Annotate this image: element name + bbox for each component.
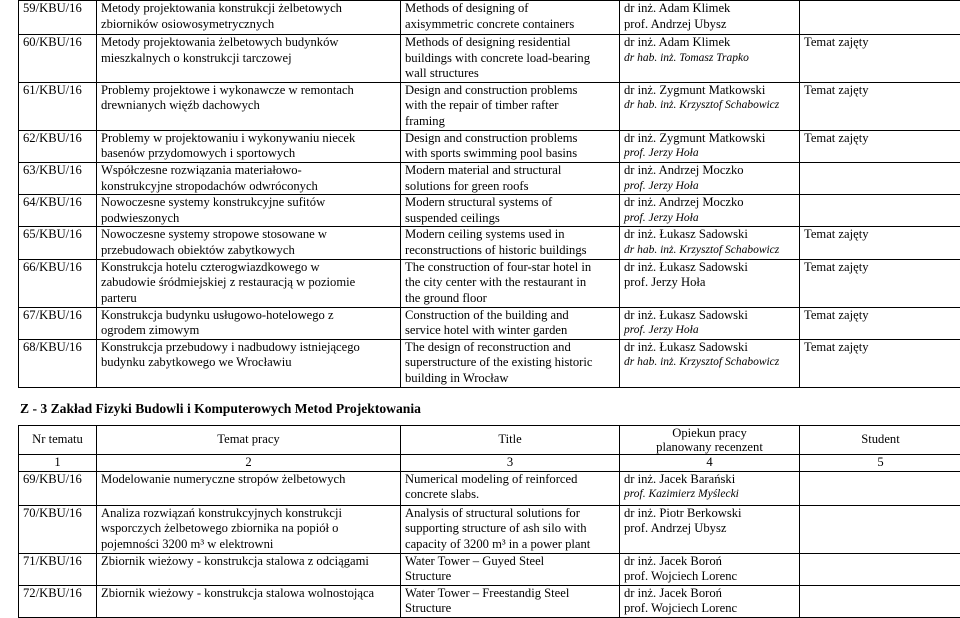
supervisor-reviewer-line: dr inż. Łukasz Sadowski: [624, 260, 795, 276]
topic-status: [800, 227, 960, 259]
supervisor-reviewer-line: dr inż. Jacek Boroń: [624, 586, 795, 602]
supervisor-reviewer-line: dr inż. Łukasz Sadowski: [624, 227, 795, 243]
topic-title-pl-line: zabudowie śródmiejskiej z restauracją w poziomie: [101, 275, 396, 291]
topic-title-en: [401, 471, 620, 505]
topic-title-en: [401, 1, 620, 35]
topic-title-pl-line: Konstrukcja hotelu czterogwiazdkowego w: [101, 260, 396, 276]
topic-title-pl-line: wsporczych żelbetowego zbiornika na popiół o: [101, 521, 396, 537]
topic-title-pl-line: pojemności 3200 m³ w elektrowni: [101, 537, 396, 553]
column-number-row: [19, 455, 960, 472]
supervisor-reviewer-line: dr hab. inż. Krzysztof Schabowicz: [624, 355, 795, 371]
topic-status: [800, 307, 960, 339]
topic-status-line: Temat zajęty: [804, 340, 957, 356]
topic-title-pl: [97, 553, 401, 585]
topic-title-en-line: Water Tower – Guyed Steel: [405, 554, 615, 570]
supervisor-reviewer: [620, 195, 800, 227]
topic-title-pl: [97, 307, 401, 339]
topic-status: [800, 1, 960, 35]
topic-number: [19, 227, 97, 259]
topic-status-line: Temat zajęty: [804, 227, 957, 243]
topic-number: [19, 130, 97, 162]
topic-title-pl-line: Zbiornik wieżowy - konstrukcja stalowa wolnostojąca: [101, 586, 396, 602]
supervisor-reviewer-line: prof. Jerzy Hoła: [624, 211, 795, 227]
topic-title-en-line: Methods of designing of: [405, 1, 615, 17]
topic-title-en-line: The design of reconstruction and: [405, 340, 615, 356]
topic-title-pl: [97, 130, 401, 162]
topic-title-pl-line: Metody projektowania konstrukcji żelbetowych: [101, 1, 396, 17]
section-heading: Z - 3 Zakład Fizyki Budowli i Komputerowych Metod Projektowania: [20, 401, 421, 417]
topic-title-en-line: capacity of 3200 m³ in a power plant: [405, 537, 615, 553]
col-number-5: 5: [800, 455, 960, 472]
topic-title-pl-line: mieszkalnych o konstrukcji tarczowej: [101, 51, 396, 67]
supervisor-reviewer-line: prof. Wojciech Lorenc: [624, 569, 795, 585]
header-opiekun-line1: Opiekun pracy: [624, 426, 795, 440]
topic-title-en: [401, 195, 620, 227]
topic-title-en-line: Design and construction problems: [405, 131, 615, 147]
topic-number-line: 71/KBU/16: [23, 554, 92, 570]
supervisor-reviewer-line: dr hab. inż. Tomasz Trapko: [624, 51, 795, 67]
topic-title-en-line: concrete slabs.: [405, 487, 615, 503]
topic-status: [800, 35, 960, 83]
topic-title-en-line: solutions for green roofs: [405, 179, 615, 195]
topic-title-pl-line: Zbiornik wieżowy - konstrukcja stalowa z odciągami: [101, 554, 396, 570]
topic-number-line: 60/KBU/16: [23, 35, 92, 51]
topic-title-pl: [97, 1, 401, 35]
topic-title-en: [401, 130, 620, 162]
header-title: Title: [401, 426, 620, 455]
topic-number-line: 68/KBU/16: [23, 340, 92, 356]
topic-title-en-line: supporting structure of ash silo with: [405, 521, 615, 537]
table-row: [19, 259, 960, 307]
topic-title-en: [401, 82, 620, 130]
supervisor-reviewer-line: prof. Jerzy Hoła: [624, 323, 795, 339]
table-row: [19, 1, 960, 35]
table-row: [19, 195, 960, 227]
supervisor-reviewer-line: dr inż. Zygmunt Matkowski: [624, 83, 795, 99]
topic-title-en-line: Analysis of structural solutions for: [405, 506, 615, 522]
topic-title-en-line: Design and construction problems: [405, 83, 615, 99]
topic-title-pl-line: Metody projektowania żelbetowych budynków: [101, 35, 396, 51]
topic-status-line: Temat zajęty: [804, 35, 957, 51]
table-row: [19, 553, 960, 585]
topic-number: [19, 35, 97, 83]
table-row: [19, 471, 960, 505]
supervisor-reviewer-line: dr hab. inż. Krzysztof Schabowicz: [624, 98, 795, 114]
topic-title-en-line: building in Wrocław: [405, 371, 615, 387]
topic-title-en: [401, 307, 620, 339]
supervisor-reviewer-line: dr inż. Adam Klimek: [624, 35, 795, 51]
header-opiekun-line2: planowany recenzent: [624, 440, 795, 454]
topics-table-z3-body: [19, 471, 960, 617]
supervisor-reviewer-line: prof. Jerzy Hoła: [624, 146, 795, 162]
topic-title-pl-line: Nowoczesne systemy stropowe stosowane w: [101, 227, 396, 243]
topic-title-en-line: the ground floor: [405, 291, 615, 307]
supervisor-reviewer-line: prof. Andrzej Ubysz: [624, 521, 795, 537]
topic-number-line: 67/KBU/16: [23, 308, 92, 324]
supervisor-reviewer: [620, 162, 800, 194]
topic-title-en-line: superstructure of the existing historic: [405, 355, 615, 371]
topic-title-en: [401, 339, 620, 387]
topic-title-en: [401, 505, 620, 553]
supervisor-reviewer: [620, 259, 800, 307]
topic-title-en-line: buildings with concrete load-bearing: [405, 51, 615, 67]
topic-title-pl-line: parteru: [101, 291, 396, 307]
topic-number-line: 63/KBU/16: [23, 163, 92, 179]
topic-number: [19, 471, 97, 505]
table-row: [19, 227, 960, 259]
supervisor-reviewer-line: dr inż. Andrzej Moczko: [624, 163, 795, 179]
topic-title-pl-line: Analiza rozwiązań konstrukcyjnych konstrukcji: [101, 506, 396, 522]
topics-table-body: [19, 1, 960, 388]
supervisor-reviewer: [620, 307, 800, 339]
topic-title-en-line: suspended ceilings: [405, 211, 615, 227]
topic-title-pl-line: Problemy w projektowaniu i wykonywaniu niecek: [101, 131, 396, 147]
topic-title-pl-line: podwieszonych: [101, 211, 396, 227]
supervisor-reviewer: [620, 82, 800, 130]
topic-number: [19, 82, 97, 130]
topic-title-pl-line: drewnianych więźb dachowych: [101, 98, 396, 114]
topic-title-pl-line: basenów przydomowych i sportowych: [101, 146, 396, 162]
topic-status-line: Temat zajęty: [804, 83, 957, 99]
topic-title-en-line: Water Tower – Freestandig Steel: [405, 586, 615, 602]
col-number-1: 1: [19, 455, 97, 472]
topic-number-line: 61/KBU/16: [23, 83, 92, 99]
student-name: [800, 471, 960, 505]
supervisor-reviewer-line: dr inż. Łukasz Sadowski: [624, 308, 795, 324]
topic-title-pl-line: Współczesne rozwiązania materiałowo-: [101, 163, 396, 179]
supervisor-reviewer-line: dr inż. Piotr Berkowski: [624, 506, 795, 522]
topic-status-line: Temat zajęty: [804, 260, 957, 276]
topic-title-pl: [97, 505, 401, 553]
table-row: [19, 35, 960, 83]
supervisor-reviewer-line: dr inż. Andrzej Moczko: [624, 195, 795, 211]
topic-number: [19, 259, 97, 307]
topic-title-en-line: Structure: [405, 601, 615, 617]
supervisor-reviewer-line: prof. Kazimierz Myślecki: [624, 487, 795, 503]
topic-number-line: 62/KBU/16: [23, 131, 92, 147]
topic-title-pl: [97, 227, 401, 259]
topic-title-pl-line: konstrukcyjne stropodachów odwróconych: [101, 179, 396, 195]
supervisor-reviewer-line: dr hab. inż. Krzysztof Schabowicz: [624, 243, 795, 259]
topic-status: [800, 82, 960, 130]
supervisor-reviewer-line: dr inż. Zygmunt Matkowski: [624, 131, 795, 147]
supervisor-reviewer: [620, 505, 800, 553]
topic-number: [19, 585, 97, 617]
topic-status: [800, 195, 960, 227]
topic-status: [800, 130, 960, 162]
topic-number: [19, 307, 97, 339]
topic-title-pl: [97, 259, 401, 307]
topic-status: [800, 162, 960, 194]
supervisor-reviewer-line: prof. Wojciech Lorenc: [624, 601, 795, 617]
topic-title-en-line: Modern ceiling systems used in: [405, 227, 615, 243]
supervisor-reviewer-line: dr inż. Adam Klimek: [624, 1, 795, 17]
topic-title-en-line: service hotel with winter garden: [405, 323, 615, 339]
topic-number-line: 59/KBU/16: [23, 1, 92, 17]
col-number-2: 2: [97, 455, 401, 472]
table-row: [19, 505, 960, 553]
supervisor-reviewer-line: prof. Jerzy Hoła: [624, 275, 795, 291]
topic-title-pl: [97, 585, 401, 617]
table-row: [19, 339, 960, 387]
topic-title-pl-line: Nowoczesne systemy konstrukcyjne sufitów: [101, 195, 396, 211]
topic-status: [800, 339, 960, 387]
student-name: [800, 553, 960, 585]
header-temat: Temat pracy: [97, 426, 401, 455]
topic-title-pl-line: Konstrukcja budynku usługowo-hotelowego z: [101, 308, 396, 324]
topic-title-en-line: axisymmetric concrete containers: [405, 17, 615, 33]
supervisor-reviewer-line: dr inż. Jacek Boroń: [624, 554, 795, 570]
topic-title-pl-line: przebudowach obiektów zabytkowych: [101, 243, 396, 259]
table-row: [19, 82, 960, 130]
topic-title-pl: [97, 195, 401, 227]
supervisor-reviewer: [620, 1, 800, 35]
topic-status-line: Temat zajęty: [804, 308, 957, 324]
supervisor-reviewer: [620, 227, 800, 259]
student-name: [800, 585, 960, 617]
topic-title-en-line: Methods of designing residential: [405, 35, 615, 51]
topic-title-en-line: with sports swimming pool basins: [405, 146, 615, 162]
topic-number: [19, 553, 97, 585]
topic-title-en: [401, 585, 620, 617]
topic-title-pl-line: Problemy projektowe i wykonawcze w remontach: [101, 83, 396, 99]
topic-title-en-line: with the repair of timber rafter: [405, 98, 615, 114]
supervisor-reviewer: [620, 553, 800, 585]
topic-title-en: [401, 259, 620, 307]
topic-number-line: 69/KBU/16: [23, 472, 92, 488]
table-row: [19, 130, 960, 162]
topics-table-kbu: [18, 0, 960, 388]
col-number-3: 3: [401, 455, 620, 472]
topic-title-en: [401, 162, 620, 194]
topic-title-en-line: Structure: [405, 569, 615, 585]
topic-title-en-line: Modern material and structural: [405, 163, 615, 179]
topic-title-pl: [97, 471, 401, 505]
topic-number: [19, 162, 97, 194]
topic-title-pl-line: Modelowanie numeryczne stropów żelbetowych: [101, 472, 396, 488]
topic-number: [19, 195, 97, 227]
topic-title-en-line: Construction of the building and: [405, 308, 615, 324]
topic-number-line: 65/KBU/16: [23, 227, 92, 243]
topic-title-en: [401, 553, 620, 585]
topic-title-pl-line: Konstrukcja przebudowy i nadbudowy istniejącego: [101, 340, 396, 356]
table-row: [19, 162, 960, 194]
topic-title-en-line: reconstructions of historic buildings: [405, 243, 615, 259]
supervisor-reviewer: [620, 585, 800, 617]
topic-number: [19, 1, 97, 35]
table-row: [19, 585, 960, 617]
col-number-4: 4: [620, 455, 800, 472]
topic-title-en-line: The construction of four-star hotel in: [405, 260, 615, 276]
topic-title-pl: [97, 35, 401, 83]
header-opiekun: [620, 426, 800, 455]
topic-title-en-line: Modern structural systems of: [405, 195, 615, 211]
student-name: [800, 505, 960, 553]
topic-title-en-line: Numerical modeling of reinforced: [405, 472, 615, 488]
topic-title-pl-line: budynku zabytkowego we Wrocławiu: [101, 355, 396, 371]
table-row: [19, 307, 960, 339]
topic-title-pl: [97, 339, 401, 387]
topic-number-line: 66/KBU/16: [23, 260, 92, 276]
topic-title-pl-line: ogrodem zimowym: [101, 323, 396, 339]
topic-title-en: [401, 227, 620, 259]
topic-title-en-line: the city center with the restaurant in: [405, 275, 615, 291]
supervisor-reviewer: [620, 339, 800, 387]
topic-number-line: 70/KBU/16: [23, 506, 92, 522]
supervisor-reviewer-line: dr inż. Jacek Barański: [624, 472, 795, 488]
topic-title-en-line: framing: [405, 114, 615, 130]
topic-number: [19, 505, 97, 553]
header-nr: Nr tematu: [19, 426, 97, 455]
header-student: Student: [800, 426, 960, 455]
supervisor-reviewer: [620, 35, 800, 83]
topic-title-pl-line: zbiorników osiowosymetrycznych: [101, 17, 396, 33]
table-header-row: [19, 426, 960, 455]
topic-title-pl: [97, 82, 401, 130]
topic-title-en-line: wall structures: [405, 66, 615, 82]
topic-status-line: Temat zajęty: [804, 131, 957, 147]
supervisor-reviewer-line: prof. Andrzej Ubysz: [624, 17, 795, 33]
supervisor-reviewer-line: dr inż. Łukasz Sadowski: [624, 340, 795, 356]
topic-number-line: 72/KBU/16: [23, 586, 92, 602]
supervisor-reviewer: [620, 471, 800, 505]
topic-title-en: [401, 35, 620, 83]
topics-table-z3: [18, 425, 960, 618]
supervisor-reviewer-line: prof. Jerzy Hoła: [624, 179, 795, 195]
topic-status: [800, 259, 960, 307]
supervisor-reviewer: [620, 130, 800, 162]
topic-number: [19, 339, 97, 387]
topic-number-line: 64/KBU/16: [23, 195, 92, 211]
topic-title-pl: [97, 162, 401, 194]
